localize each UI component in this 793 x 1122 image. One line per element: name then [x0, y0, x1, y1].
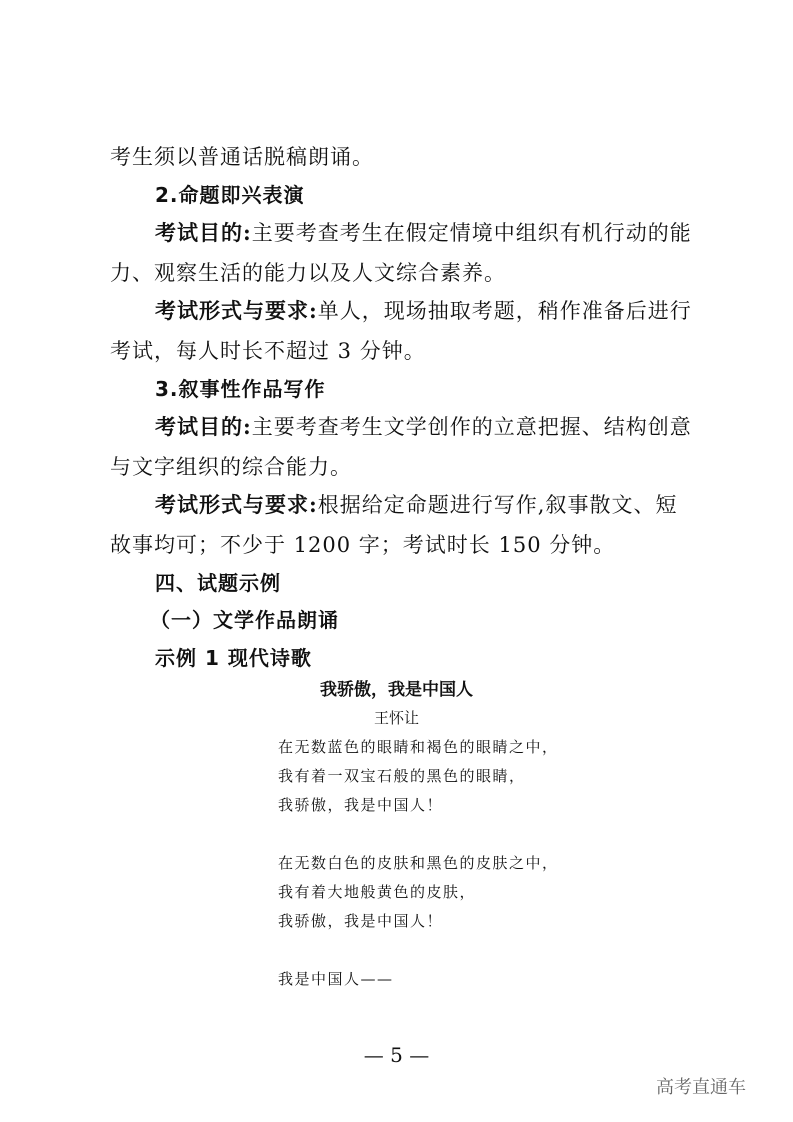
poem-title: 我骄傲，我是中国人 — [320, 680, 473, 700]
section-heading-improv: 2.命题即兴表演 — [155, 183, 305, 207]
page-number: — 5 — — [363, 1043, 430, 1067]
poem-line: 在无数白色的皮肤和黑色的皮肤之中， — [278, 854, 559, 872]
subheading-recitation: （一）文学作品朗诵 — [150, 608, 339, 632]
example-label: 示例 1 现代诗歌 — [155, 646, 312, 670]
purpose-label: 考试目的: — [155, 220, 252, 245]
poem-line: 我有着大地般黄色的皮肤， — [278, 883, 477, 901]
poem-line: 我是中国人—— — [278, 970, 394, 988]
format-text: 根据给定命题进行写作,叙事散文、短 — [317, 493, 678, 517]
section-heading-writing: 3.叙事性作品写作 — [155, 377, 326, 401]
purpose-label: 考试目的: — [155, 414, 252, 439]
format-text: 单人，现场抽取考题，稍作准备后进行 — [317, 299, 692, 323]
paragraph-line: 考生须以普通话脱稿朗诵。 — [110, 145, 374, 169]
paragraph-line: 力、观察生活的能力以及人文综合素养。 — [110, 261, 506, 285]
purpose-text: 主要考查考生在假定情境中组织有机行动的能 — [251, 221, 692, 245]
paragraph-line: 考试，每人时长不超过 3 分钟。 — [110, 339, 426, 363]
poem-author: 王怀让 — [373, 709, 419, 727]
format-label: 考试形式与要求: — [155, 298, 318, 323]
paragraph-line: 故事均可；不少于 1200 字；考试时长 150 分钟。 — [110, 533, 616, 557]
purpose-text: 主要考查考生文学创作的立意把握、结构创意 — [251, 415, 692, 439]
paragraph-line — [155, 411, 692, 441]
paragraph-line — [155, 489, 677, 519]
watermark-text: 高考直通车 — [656, 1077, 746, 1098]
paragraph-line — [155, 295, 692, 325]
paragraph-line — [155, 217, 692, 247]
section-heading-examples: 四、试题示例 — [155, 571, 281, 595]
poem-line: 我骄傲，我是中国人！ — [278, 796, 444, 814]
format-label: 考试形式与要求: — [155, 492, 318, 517]
paragraph-line: 与文字组织的综合能力。 — [110, 455, 352, 479]
poem-line: 我有着一双宝石般的黑色的眼睛， — [278, 767, 526, 785]
poem-line: 在无数蓝色的眼睛和褐色的眼睛之中， — [278, 738, 559, 756]
poem-line: 我骄傲，我是中国人！ — [278, 912, 444, 930]
